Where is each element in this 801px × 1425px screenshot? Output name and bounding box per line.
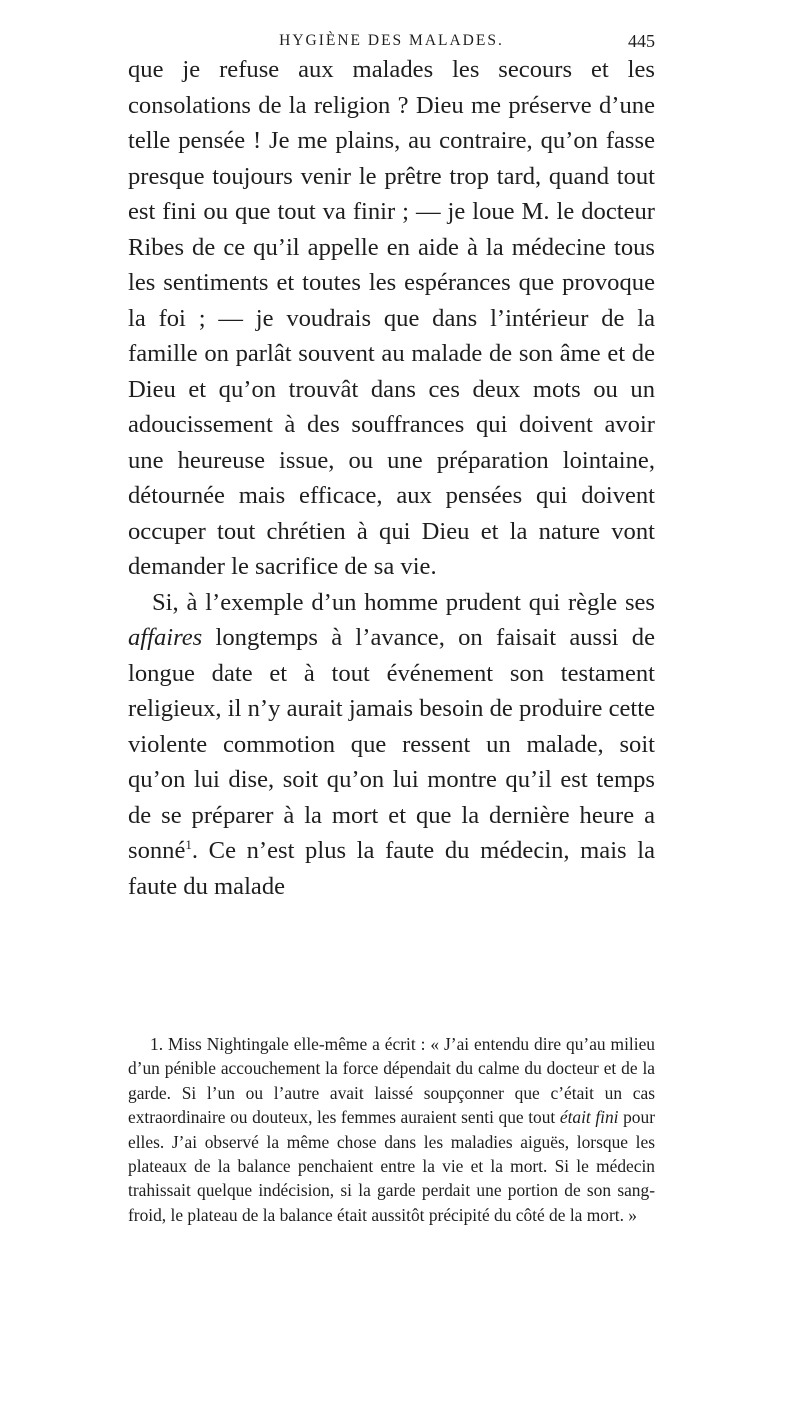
footnote-end: pour elles. J’ai observé la même chose dans les maladies aiguës, lorsque les plateaux de la balance penchaient entre la vie et la mort. Si le médecin trahissait quelque indécision, si la garde perdait une portion de son sang-froid, le plateau de la balance était aussitôt précipité du côté de la mort. »	[128, 1107, 655, 1225]
footnote	[128, 1032, 655, 1227]
paragraph-2-start: Si, à l’exemple d’un homme prudent qui règle ses	[152, 588, 655, 616]
footnote-italic: était fini	[559, 1107, 619, 1128]
paragraph-1: que je refuse aux malades les secours et les consolations de la religion ? Dieu me préserve d’une telle pensée ! Je me plains, au contraire, qu’on fasse presque toujours venir le prêtre trop tard, quand tout est fini ou que tout va finir ; — je loue M. le docteur Ribes de ce qu’il appelle en aide à la médecine tous les sentiments et toutes les espérances que provoque la foi ; — je voudrais que dans l’intérieur de la famille on parlât souvent au malade de son âme et de Dieu et qu’on trouvât dans ces deux mots ou un adoucissement à des souffrances qui doivent avoir une heureuse issue, ou une préparation lointaine, détournée mais efficace, aux pensées qui doivent occuper tout chrétien à qui Dieu et la nature vont demander le sacrifice de sa vie.	[128, 56, 655, 580]
footnote-start: 1. Miss Nightingale elle-même a écrit : « J’ai entendu dire qu’au milieu d’un pénible accouchement la force dépendait du calme du docteur et de la garde. Si l’un ou l’autre avait laissé soupçonner que c’était un cas extraordinaire ou douteux, les femmes auraient senti que tout	[128, 1034, 655, 1128]
paragraph-2-middle: longtemps à l’avance, on faisait aussi de longue date et à tout événement son testament religieux, il n’y aurait jamais besoin de produire cette violente commotion que ressent un malade, soit qu’on lui dise, soit qu’on lui montre qu’il est temps de se préparer à la mort et que la dernière heure a sonné	[128, 624, 655, 864]
main-text	[128, 52, 655, 904]
italic-affaires: affaires	[128, 624, 203, 651]
footnote-reference: 1	[185, 836, 192, 852]
paragraph-2	[128, 585, 655, 905]
running-head: HYGIÈNE DES MALADES.	[279, 32, 504, 49]
paragraph-2-end: . Ce n’est plus la faute du médecin, mais la faute du malade	[128, 837, 655, 900]
page-number: 445	[628, 31, 655, 51]
